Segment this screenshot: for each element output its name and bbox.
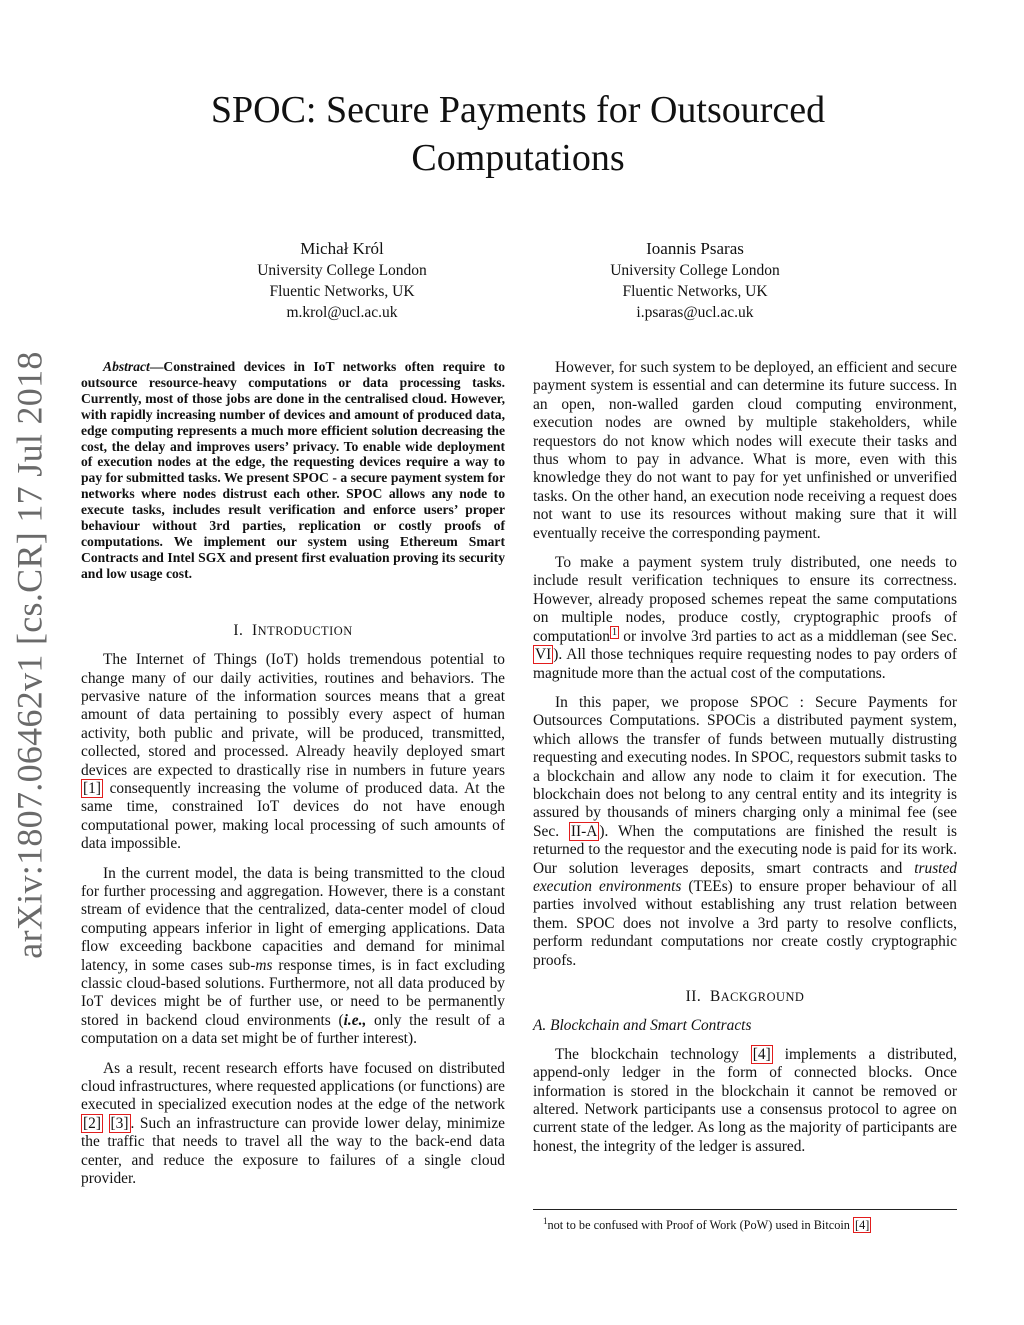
intro-paragraph-2: In the current model, the data is being transmitted to the cloud for further processing and aggregation. However, there is a constant stream of evidence that the centralized, data-center model of cloud computing appears inferior in light of emerging applications. Data flow exceeding backbone capacities and demand for minimal latency, in some cases sub-ms response times, is in fact excluding classic cloud-based solutions. Furthermore, not all data produced by IoT devices might be of further use, or need to be permanently stored in backend cloud environments (i.e., only the result of a computation on a data set might be of further interest). — [81, 864, 505, 1048]
footnote-divider — [533, 1209, 957, 1210]
author-org: Fluentic Networks, UK — [269, 283, 415, 300]
section-heading-background: II. BACKGROUND — [685, 988, 805, 1005]
citation-link[interactable]: [3] — [110, 1114, 129, 1132]
author-email[interactable]: m.krol@ucl.ac.uk — [286, 304, 398, 321]
author-affiliation: University College London — [257, 262, 427, 279]
abstract-text: —Constrained devices in IoT networks often require to outsource resource-heavy computations or data processing tasks. Currently, most of those jobs are done in the centralised cloud. However, with rapidly increasing number of devices and amount of produced data, edge computing represents a much more efficient solution decreasing the cost, the delay and improves users’ privacy. To enable wide deployment of execution nodes at the edge, the requesting devices require a way to pay for submitted tasks. We present SPOC - a secure payment system for networks where nodes distrust each other. SPOC allows any node to execute tasks, includes result verification and enforce users’ proper behaviour without 3rd parties, replication or costly proofs of computations. We implement our system using Ethereum Smart Contracts and Intel SGX and present first evaluation proving its security and low usage cost. — [81, 359, 505, 581]
citation-link[interactable]: [4] — [752, 1045, 771, 1063]
author-block-2 — [545, 238, 845, 323]
arxiv-stamp-text: arXiv:1807.06462v1 [cs.CR] 17 Jul 2018 — [10, 351, 50, 959]
subsection-heading: A. Blockchain and Smart Contracts — [533, 1017, 752, 1035]
citation-link[interactable]: [1] — [83, 779, 101, 797]
background-paragraph-1: The blockchain technology [4] implements a distributed, append-only ledger in the form of connected blocks. Once information is stored in the blockchain it cannot be removed or altered. Network participants use a consensus protocol to agree on current state of the ledger. As long as the majority of participants are honest, the integrity of the ledger is assured. — [533, 1045, 957, 1155]
author-name: Michał Król — [300, 239, 384, 258]
intro-paragraph-6: In this paper, we propose SPOC : Secure Payments for Outsources Computations. SPOCis a distributed payment system, which allows the transfer of funds between mutually distrusting requesting and executing nodes. In SPOC, requestors submit tasks to a blockchain and allow any node to claim it for execution. The blockchain does not belong to any central entity and its integrity is assured by thousands of miners charging only a minimal fee (see Sec. II-A ). When the computations are finished the result is returned to the requestor and the executing node is paid for its work. Our solution leverages deposits, smart contracts and trusted execution environments (TEEs) to ensure proper behaviour of all parties involved without establishing any trust relation between them. SPOC does not involve a 3rd party to resolve conflicts, perform redundant computations nor create costly cryptographic proofs. — [533, 693, 957, 969]
author-name: Ioannis Psaras — [646, 239, 744, 258]
footnote-link[interactable]: 1 — [611, 626, 617, 638]
abstract — [81, 359, 505, 582]
footnote: $^1$not to be confused with Proof of Work (PoW) used in Bitcoin [4] — [543, 1216, 870, 1233]
citation-link[interactable]: [4] — [854, 1218, 870, 1233]
section-link[interactable]: II-A — [570, 822, 598, 840]
right-column — [533, 359, 957, 1167]
paper-title — [100, 86, 936, 182]
arxiv-stamp — [10, 351, 50, 959]
section-heading-introduction: I. INTRODUCTION — [233, 621, 353, 639]
title-line-2: Computations — [411, 137, 625, 179]
author-email[interactable]: i.psaras@ucl.ac.uk — [636, 304, 754, 321]
author-block-1 — [192, 238, 492, 323]
left-column — [81, 359, 505, 1199]
abstract-label: Abstract — [103, 359, 150, 374]
author-org: Fluentic Networks, UK — [622, 283, 768, 300]
intro-paragraph-3: As a result, recent research efforts have focused on distributed cloud infrastructures, where requested applications (or functions) are executed in specialized execution nodes at the edge of the network [2] [3] . Such an infrastructure can provide lower delay, minimize the traffic that needs to travel all the way to the back-end data center, and reduce the exposure to failures of a single cloud provider. — [81, 1059, 505, 1188]
title-line-1: SPOC: Secure Payments for Outsourced — [210, 89, 826, 131]
section-link[interactable]: VI — [535, 646, 552, 664]
author-affiliation: University College London — [610, 262, 780, 279]
intro-paragraph-4: However, for such system to be deployed, an efficient and secure payment system is essential and can determine its future success. In an open, non-walled garden cloud computing environment, execution nodes are owned by multiple stakeholders, while requestors do not know which nodes will execute their tasks and thus whom to pay in advance. What is more, even with this knowledge they do not want to pay for yet unfinished or unverified tasks. On the other hand, an execution node receiving a request does not want to use its resources without making sure that it will eventually receive the corresponding payment. — [533, 359, 957, 542]
intro-paragraph-1: The Internet of Things (IoT) holds tremendous potential to change many of our daily activities, routines and behaviors. The pervasive nature of the information sources means that a great amount of data pertaining to possibly every aspect of human activity, both public and private, will be produced, transmitted, collected, stored and processed. Already heavily deployed smart devices are expected to drastically rise in numbers in future years [1] consequently increasing the volume of produced data. At the same time, constrained IoT devices do not have enough computational power, making local processing of such amounts of data impossible. — [81, 651, 505, 853]
intro-paragraph-5: To make a payment system truly distributed, one needs to include result verification techniques to ensure its correctness. However, already proposed schemes repeat the same computations on multiple nodes, produce costly, cryptographic proofs of computation $^1$ or involve 3rd parties to act as a middleman (see Sec. VI ). All those techniques require requesting nodes to pay orders of magnitude more than the actual cost of the computations. — [533, 554, 957, 682]
citation-link[interactable]: [2] — [83, 1114, 101, 1132]
